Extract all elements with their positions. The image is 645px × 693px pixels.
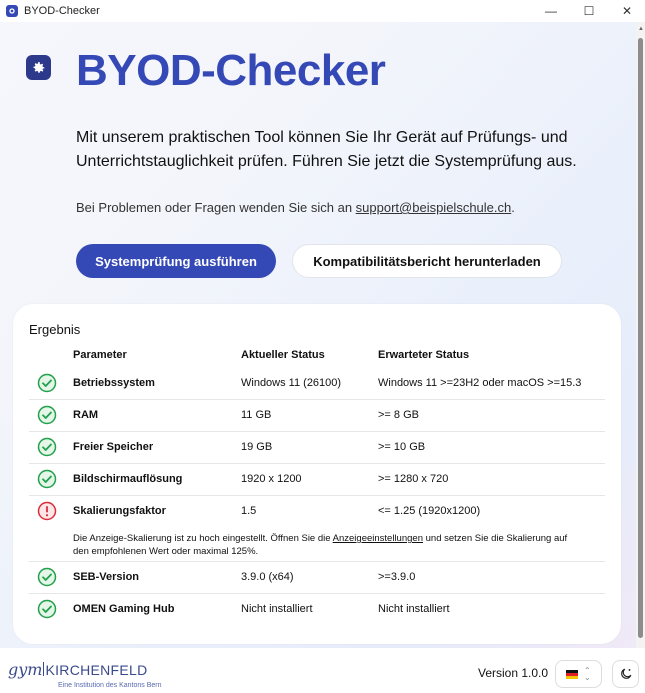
table-row	[29, 562, 605, 594]
logo-gym: gym	[8, 660, 43, 679]
chevron-up-down-icon: ⌃ ⌄	[584, 666, 591, 682]
download-report-button[interactable]: Kompatibilitätsbericht herunterladen	[292, 244, 562, 278]
row-parameter: OMEN Gaming Hub	[73, 603, 175, 615]
footer	[0, 648, 645, 693]
note-text-before: Die Anzeige-Skalierung ist zu hoch eingestellt. Öffnen Sie die	[73, 533, 333, 544]
row-parameter: SEB-Version	[73, 571, 140, 583]
logo-name: KIRCHENFELD	[45, 662, 148, 678]
close-button[interactable]: ✕	[621, 4, 633, 18]
scaling-note	[73, 532, 573, 558]
support-prefix: Bei Problemen oder Fragen wenden Sie sich an	[76, 200, 356, 215]
row-actual: 1920 x 1200	[241, 473, 302, 485]
row-expected: >=3.9.0	[378, 571, 416, 583]
app-gear-icon	[6, 5, 18, 17]
row-actual: 11 GB	[241, 409, 272, 421]
table-row	[29, 432, 605, 464]
run-check-button[interactable]: Systemprüfung ausführen	[76, 244, 276, 278]
version-label: Version 1.0.0	[478, 666, 549, 680]
row-parameter: RAM	[73, 409, 99, 421]
school-logo	[8, 660, 162, 689]
alert-circle-icon	[37, 501, 57, 521]
check-circle-icon	[37, 437, 57, 457]
row-expected: <= 1.25 (1920x1200)	[378, 505, 481, 517]
check-circle-icon	[37, 373, 57, 393]
row-expected: >= 10 GB	[378, 441, 426, 453]
intro-text: Mit unserem praktischen Tool können Sie Ihr Gerät auf Prüfungs- und Unterrichtstauglichkeit prüfen. Führen Sie jetzt die Systemprüfung aus.	[76, 129, 577, 170]
table-row	[29, 594, 605, 626]
support-text	[76, 200, 515, 215]
row-parameter: Skalierungsfaktor	[73, 505, 166, 517]
check-circle-icon	[37, 469, 57, 489]
support-suffix: .	[511, 200, 515, 215]
row-parameter: Bildschirmauflösung	[73, 473, 183, 485]
row-expected: >= 8 GB	[378, 409, 419, 421]
check-circle-icon	[37, 405, 57, 425]
scroll-up-arrow-icon[interactable]: ▲	[638, 26, 644, 32]
column-header-parameter: Parameter	[73, 349, 127, 361]
gear-icon	[26, 55, 51, 80]
results-title: Ergebnis	[29, 322, 81, 337]
table-row	[29, 368, 605, 400]
display-settings-link[interactable]: Anzeigeeinstellungen	[332, 533, 423, 544]
table-row	[29, 464, 605, 496]
row-actual: 3.9.0 (x64)	[241, 571, 294, 583]
support-email-link[interactable]: support@beispielschule.ch	[355, 200, 512, 215]
check-circle-icon	[37, 599, 57, 619]
maximize-button[interactable]: ☐	[583, 4, 595, 18]
theme-toggle-button[interactable]	[612, 660, 639, 688]
page-title: BYOD-Checker	[76, 46, 386, 95]
results-card	[13, 304, 621, 644]
row-actual: 1.5	[241, 505, 257, 517]
moon-sun-icon	[619, 667, 633, 681]
table-row	[29, 400, 605, 432]
minimize-button[interactable]: —	[545, 4, 557, 18]
window-title: BYOD-Checker	[24, 5, 100, 17]
german-flag-icon	[566, 670, 578, 679]
language-select[interactable]	[555, 660, 602, 688]
column-header-expected: Erwarteter Status	[378, 349, 470, 361]
table-row	[29, 496, 605, 562]
row-actual: Nicht installiert	[241, 603, 313, 615]
column-header-actual: Aktueller Status	[241, 349, 325, 361]
logo-subtitle: Eine Institution des Kantons Bern	[58, 682, 162, 689]
row-expected: Windows 11 >=23H2 oder macOS >=15.3	[378, 377, 582, 389]
row-parameter: Betriebssystem	[73, 377, 155, 389]
check-circle-icon	[37, 567, 57, 587]
row-expected: >= 1280 x 720	[378, 473, 449, 485]
row-actual: Windows 11 (26100)	[241, 377, 342, 389]
row-expected: Nicht installiert	[378, 603, 450, 615]
note-text-after: und setzen Sie die Skalierung auf den empfohlenen Wert oder maximal 125%.	[73, 533, 568, 557]
scrollbar-thumb[interactable]	[638, 38, 643, 638]
row-actual: 19 GB	[241, 441, 273, 453]
row-parameter: Freier Speicher	[73, 441, 154, 453]
main-content	[0, 22, 636, 648]
